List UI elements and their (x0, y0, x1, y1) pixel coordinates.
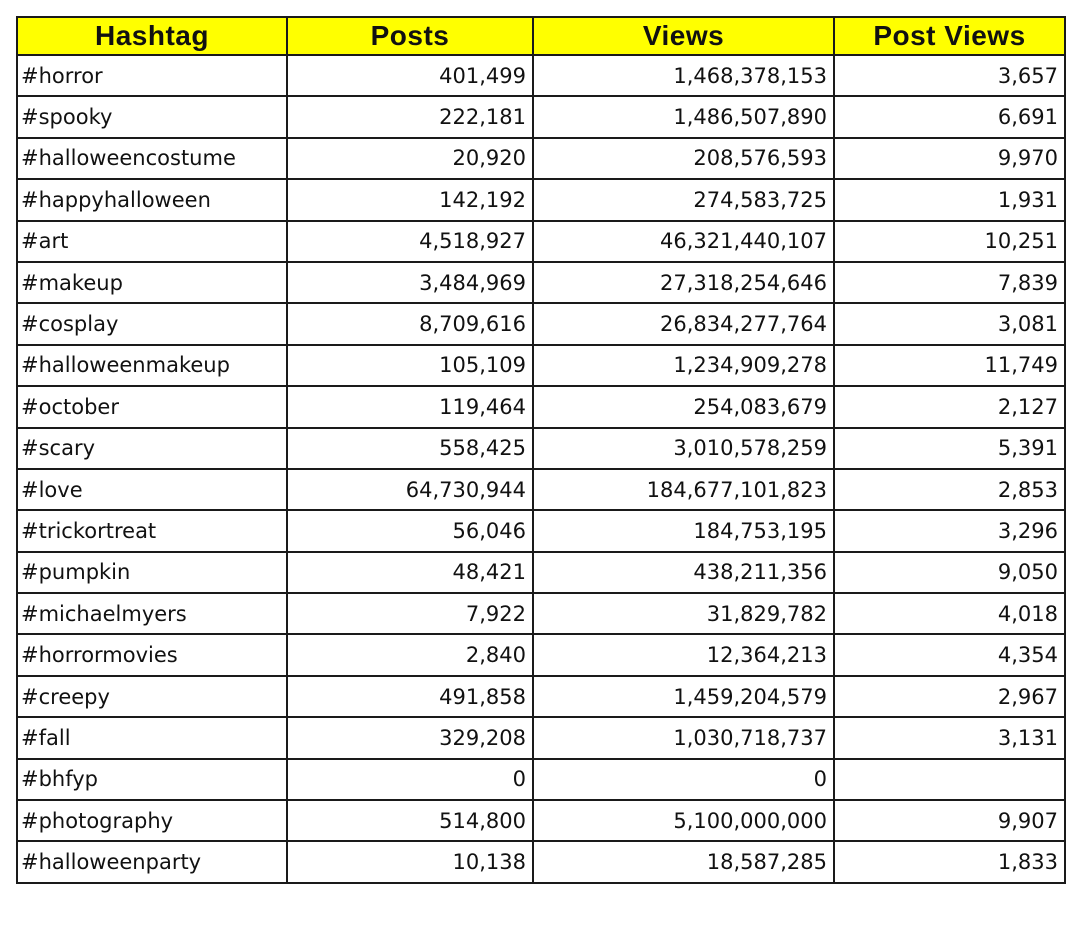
posts-cell: 7,922 (287, 593, 533, 634)
hashtag-cell: #happyhalloween (17, 179, 287, 220)
post-views-cell (834, 759, 1065, 800)
hashtag-cell: #scary (17, 428, 287, 469)
hashtag-cell: #halloweenparty (17, 841, 287, 882)
views-cell: 1,468,378,153 (533, 55, 834, 96)
post-views-cell: 3,657 (834, 55, 1065, 96)
post-views-cell: 9,907 (834, 800, 1065, 841)
hashtag-cell: #photography (17, 800, 287, 841)
hashtag-cell: #michaelmyers (17, 593, 287, 634)
posts-cell: 3,484,969 (287, 262, 533, 303)
views-cell: 274,583,725 (533, 179, 834, 220)
views-cell: 0 (533, 759, 834, 800)
views-cell: 1,030,718,737 (533, 717, 834, 758)
table-row (17, 800, 1065, 841)
post-views-cell: 3,131 (834, 717, 1065, 758)
post-views-cell: 4,018 (834, 593, 1065, 634)
table-row (17, 552, 1065, 593)
views-cell: 5,100,000,000 (533, 800, 834, 841)
posts-cell: 8,709,616 (287, 303, 533, 344)
table-row (17, 179, 1065, 220)
table-row (17, 303, 1065, 344)
posts-cell: 105,109 (287, 345, 533, 386)
table-row (17, 262, 1065, 303)
hashtag-cell: #love (17, 469, 287, 510)
views-cell: 184,677,101,823 (533, 469, 834, 510)
posts-cell: 329,208 (287, 717, 533, 758)
table-row (17, 138, 1065, 179)
posts-cell: 491,858 (287, 676, 533, 717)
column-header-views: Views (533, 17, 834, 55)
posts-cell: 119,464 (287, 386, 533, 427)
post-views-cell: 4,354 (834, 634, 1065, 675)
hashtag-cell: #creepy (17, 676, 287, 717)
table-row (17, 717, 1065, 758)
views-cell: 254,083,679 (533, 386, 834, 427)
table-row (17, 841, 1065, 882)
posts-cell: 401,499 (287, 55, 533, 96)
table-row (17, 221, 1065, 262)
posts-cell: 4,518,927 (287, 221, 533, 262)
table-row (17, 345, 1065, 386)
post-views-cell: 3,296 (834, 510, 1065, 551)
table-row (17, 96, 1065, 137)
hashtag-cell: #trickortreat (17, 510, 287, 551)
post-views-cell: 6,691 (834, 96, 1065, 137)
hashtag-cell: #fall (17, 717, 287, 758)
table-row (17, 510, 1065, 551)
views-cell: 27,318,254,646 (533, 262, 834, 303)
table-row (17, 428, 1065, 469)
hashtag-stats-table (16, 16, 1066, 884)
posts-cell: 56,046 (287, 510, 533, 551)
hashtag-table-container (16, 16, 1066, 884)
posts-cell: 142,192 (287, 179, 533, 220)
views-cell: 31,829,782 (533, 593, 834, 634)
table-row (17, 676, 1065, 717)
post-views-cell: 2,853 (834, 469, 1065, 510)
views-cell: 184,753,195 (533, 510, 834, 551)
column-header-post-views: Post Views (834, 17, 1065, 55)
post-views-cell: 5,391 (834, 428, 1065, 469)
table-row (17, 593, 1065, 634)
posts-cell: 2,840 (287, 634, 533, 675)
views-cell: 1,234,909,278 (533, 345, 834, 386)
views-cell: 1,486,507,890 (533, 96, 834, 137)
hashtag-cell: #horrormovies (17, 634, 287, 675)
views-cell: 438,211,356 (533, 552, 834, 593)
table-row (17, 759, 1065, 800)
post-views-cell: 11,749 (834, 345, 1065, 386)
column-header-posts: Posts (287, 17, 533, 55)
views-cell: 26,834,277,764 (533, 303, 834, 344)
posts-cell: 20,920 (287, 138, 533, 179)
table-row (17, 386, 1065, 427)
hashtag-cell: #october (17, 386, 287, 427)
post-views-cell: 1,931 (834, 179, 1065, 220)
post-views-cell: 9,970 (834, 138, 1065, 179)
views-cell: 3,010,578,259 (533, 428, 834, 469)
post-views-cell: 2,127 (834, 386, 1065, 427)
views-cell: 12,364,213 (533, 634, 834, 675)
views-cell: 46,321,440,107 (533, 221, 834, 262)
hashtag-cell: #halloweencostume (17, 138, 287, 179)
post-views-cell: 7,839 (834, 262, 1065, 303)
table-row (17, 55, 1065, 96)
views-cell: 1,459,204,579 (533, 676, 834, 717)
posts-cell: 558,425 (287, 428, 533, 469)
table-header-row (17, 17, 1065, 55)
posts-cell: 48,421 (287, 552, 533, 593)
posts-cell: 10,138 (287, 841, 533, 882)
views-cell: 18,587,285 (533, 841, 834, 882)
post-views-cell: 2,967 (834, 676, 1065, 717)
posts-cell: 514,800 (287, 800, 533, 841)
hashtag-cell: #halloweenmakeup (17, 345, 287, 386)
hashtag-cell: #spooky (17, 96, 287, 137)
post-views-cell: 10,251 (834, 221, 1065, 262)
table-row (17, 634, 1065, 675)
column-header-hashtag: Hashtag (17, 17, 287, 55)
hashtag-cell: #art (17, 221, 287, 262)
hashtag-cell: #cosplay (17, 303, 287, 344)
posts-cell: 64,730,944 (287, 469, 533, 510)
hashtag-cell: #bhfyp (17, 759, 287, 800)
post-views-cell: 9,050 (834, 552, 1065, 593)
hashtag-cell: #pumpkin (17, 552, 287, 593)
posts-cell: 222,181 (287, 96, 533, 137)
post-views-cell: 1,833 (834, 841, 1065, 882)
hashtag-cell: #makeup (17, 262, 287, 303)
post-views-cell: 3,081 (834, 303, 1065, 344)
views-cell: 208,576,593 (533, 138, 834, 179)
table-row (17, 469, 1065, 510)
hashtag-cell: #horror (17, 55, 287, 96)
posts-cell: 0 (287, 759, 533, 800)
